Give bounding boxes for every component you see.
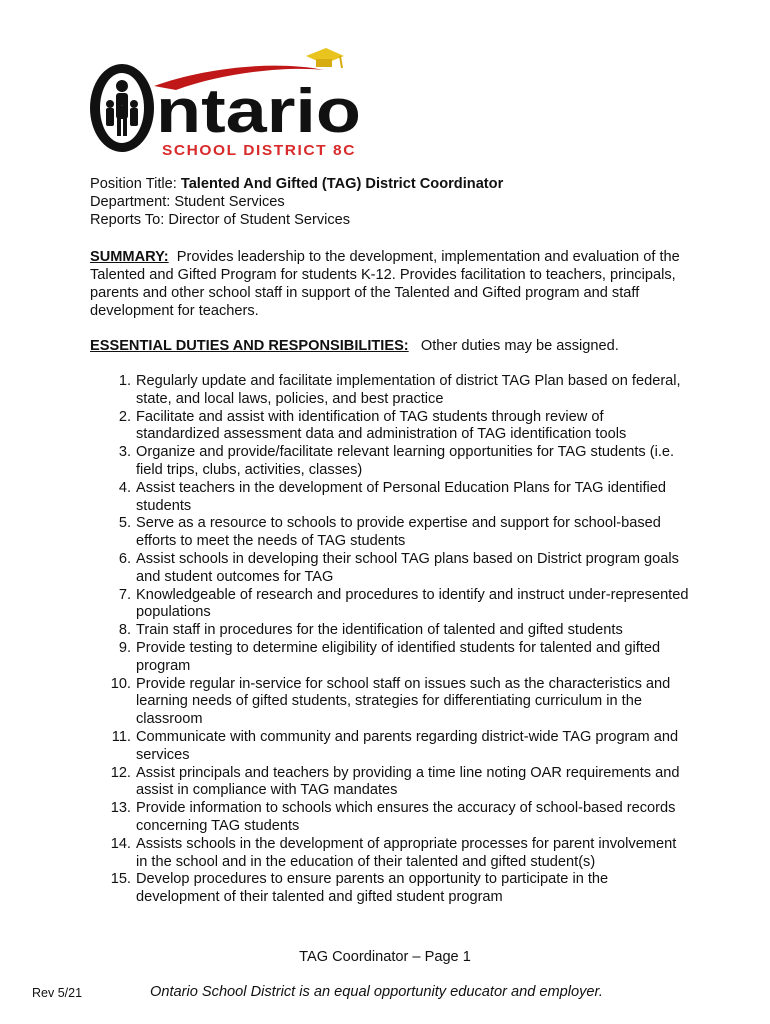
list-item-number: 4. [118, 479, 131, 496]
list-item-text: Communicate with community and parents regarding district-wide TAG program and services [136, 728, 679, 763]
list-item [90, 444, 690, 480]
duties-note: Other duties may be assigned. [420, 338, 619, 354]
list-item-number: 7. [118, 586, 131, 603]
list-item [90, 373, 690, 409]
position-title-value: Talented And Gifted (TAG) District Coordinator [180, 176, 504, 192]
logo-initial: O [121, 106, 123, 107]
list-item [90, 551, 690, 587]
list-item-number: 1. [118, 373, 131, 389]
list-item-number: 10. [110, 675, 131, 692]
list-item-text: Train staff in procedures for the identification of talented and gifted students [136, 622, 623, 639]
eeo-statement: Ontario School District is an equal opportunity educator and employer. [150, 984, 603, 1000]
list-item-number: 12. [110, 764, 131, 781]
logo-wordmark: ntario [156, 77, 361, 146]
list-item-text: Facilitate and assist with identification of TAG students through review of standardized assessment data and administration of TAG identification tools [136, 408, 627, 443]
reports-to-line: Reports To: Director of Student Services [90, 212, 351, 228]
list-item-text: Assists schools in the development of appropriate processes for parent involvement in the school and in the education of their talented and gifted student(s) [136, 835, 677, 870]
list-item [90, 765, 690, 801]
list-item-text: Assist teachers in the development of Personal Education Plans for TAG identified students [136, 479, 666, 514]
list-item-text: Provide testing to determine eligibility of identified students for talented and gifted program [136, 639, 661, 674]
position-title-line [90, 175, 503, 193]
list-item-number: 2. [118, 408, 131, 425]
list-item [90, 622, 690, 640]
list-item-number: 6. [118, 550, 131, 567]
list-item-text: Assist schools in developing their school TAG plans based on District program goals and student outcomes for TAG [136, 550, 679, 585]
logo-district-name: SCHOOL DISTRICT 8C [162, 142, 356, 159]
list-item-text: Serve as a resource to schools to provide expertise and support for school-based efforts to meet the needs of TAG students [136, 515, 661, 550]
page-footer-label: TAG Coordinator – Page 1 [299, 949, 471, 965]
duties-heading [90, 337, 619, 355]
list-item-text: Knowledgeable of research and procedures to identify and instruct under-represented populations [136, 586, 689, 621]
summary-label: SUMMARY: [90, 249, 169, 265]
list-item-text: Regularly update and facilitate implementation of district TAG Plan based on federal, state, and local laws, policies, and best practice [136, 373, 681, 407]
list-item [90, 729, 690, 765]
list-item-number: 15. [110, 871, 131, 888]
list-item [90, 409, 690, 445]
list-item-number: 5. [118, 515, 131, 532]
list-item [90, 676, 690, 729]
list-item-number: 8. [118, 622, 131, 639]
list-item [90, 836, 690, 872]
list-item-text: Provide information to schools which ensures the accuracy of school-based records concerning TAG students [136, 800, 676, 834]
list-item [90, 515, 690, 551]
list-item [90, 480, 690, 516]
duties-list [90, 373, 690, 907]
list-item-number: 9. [118, 639, 131, 656]
list-item-text: Organize and provide/facilitate relevant learning opportunities for TAG students (i.e. field trips, clubs, activities, classes) [136, 444, 675, 478]
list-item [90, 640, 690, 676]
list-item-number: 14. [110, 835, 131, 852]
list-item-text: Provide regular in-service for school staff on issues such as the characteristics and learning needs of gifted students, strategies for differentiating curriculum in the classroom [136, 675, 671, 728]
position-title-label: Position Title: [90, 176, 181, 192]
list-item-number: 13. [110, 800, 131, 817]
summary-text: Provides leadership to the development, implementation and evaluation of the Talented and Gifted Program for students K-12. Provides facilitation to teachers, principals, parents and other school staff in support of the Talented and Gifted program and staff development for teachers. [90, 249, 680, 319]
list-item-text: Develop procedures to ensure parents an opportunity to participate in the development of their talented and gifted student program [136, 871, 609, 906]
list-item [90, 587, 690, 623]
summary-section [90, 248, 690, 320]
list-item-text: Assist principals and teachers by providing a time line noting OAR requirements and assist in compliance with TAG mandates [136, 764, 680, 799]
list-item [90, 800, 690, 836]
revision-label: Rev 5/21 [32, 986, 83, 1000]
list-item-number: 11. [111, 728, 131, 745]
list-item-number: 3. [118, 444, 131, 461]
department-line: Department: Student Services [90, 194, 285, 210]
duties-label: ESSENTIAL DUTIES AND RESPONSIBILITIES: [90, 338, 409, 354]
district-logo [84, 46, 374, 166]
graduation-cap-icon [306, 48, 344, 68]
list-item [90, 871, 690, 907]
